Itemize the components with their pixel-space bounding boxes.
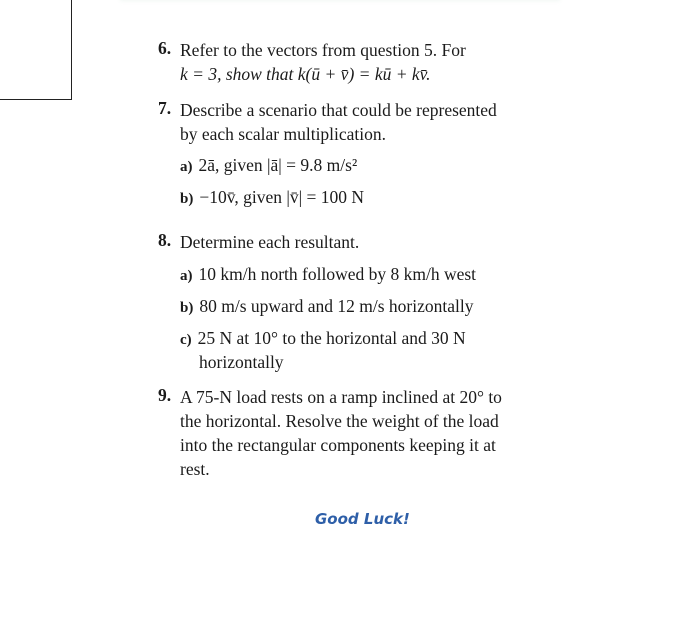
question-9-line3: into the rectangular components keeping it at — [180, 435, 496, 455]
question-7-line2: by each scalar multiplication. — [180, 124, 387, 144]
part-text: −10v̄, given |v̄| = 100 N — [199, 187, 364, 207]
part-text: 10 km/h north followed by 8 km/h west — [198, 264, 477, 284]
question-6-line2: k = 3, show that k(ū + v̄) = kū + kv̄. — [180, 64, 431, 84]
question-8-part-a — [180, 262, 476, 288]
cropped-header-fragment — [120, 0, 560, 2]
question-8-number: 8. — [158, 230, 172, 250]
part-text: 2ā, given |ā| = 9.8 m/s² — [198, 155, 358, 175]
question-7-text — [180, 98, 497, 146]
part-label: b) — [180, 191, 194, 207]
question-9-line4: rest. — [180, 459, 210, 479]
question-8-part-c-continued: horizontally — [199, 352, 284, 372]
question-8-part-b — [180, 294, 473, 320]
question-8-text: Determine each resultant. — [180, 232, 360, 252]
closing-message: Good Luck! — [315, 510, 410, 528]
question-6-line1: Refer to the vectors from question 5. For — [180, 40, 466, 60]
question-7-part-a — [180, 153, 357, 179]
question-7-number: 7. — [158, 98, 172, 118]
part-label: b) — [180, 300, 194, 316]
part-label: a) — [180, 159, 193, 175]
question-7-part-b — [180, 185, 364, 211]
question-9-line1: A 75-N load rests on a ramp inclined at 20° to — [180, 387, 502, 407]
question-8-part-c — [180, 326, 466, 352]
question-9-line2: the horizontal. Resolve the weight of the load — [180, 411, 499, 431]
question-6-text — [180, 38, 466, 86]
question-9-number: 9. — [158, 385, 172, 405]
question-9-text — [180, 385, 502, 481]
part-text: 25 N at 10° to the horizontal and 30 N — [197, 328, 466, 348]
corner-box — [0, 0, 72, 100]
question-7-line1: Describe a scenario that could be represented — [180, 100, 497, 120]
question-6-number: 6. — [158, 38, 172, 58]
part-label: c) — [180, 332, 192, 348]
part-label: a) — [180, 268, 193, 284]
part-text: 80 m/s upward and 12 m/s horizontally — [199, 296, 474, 316]
